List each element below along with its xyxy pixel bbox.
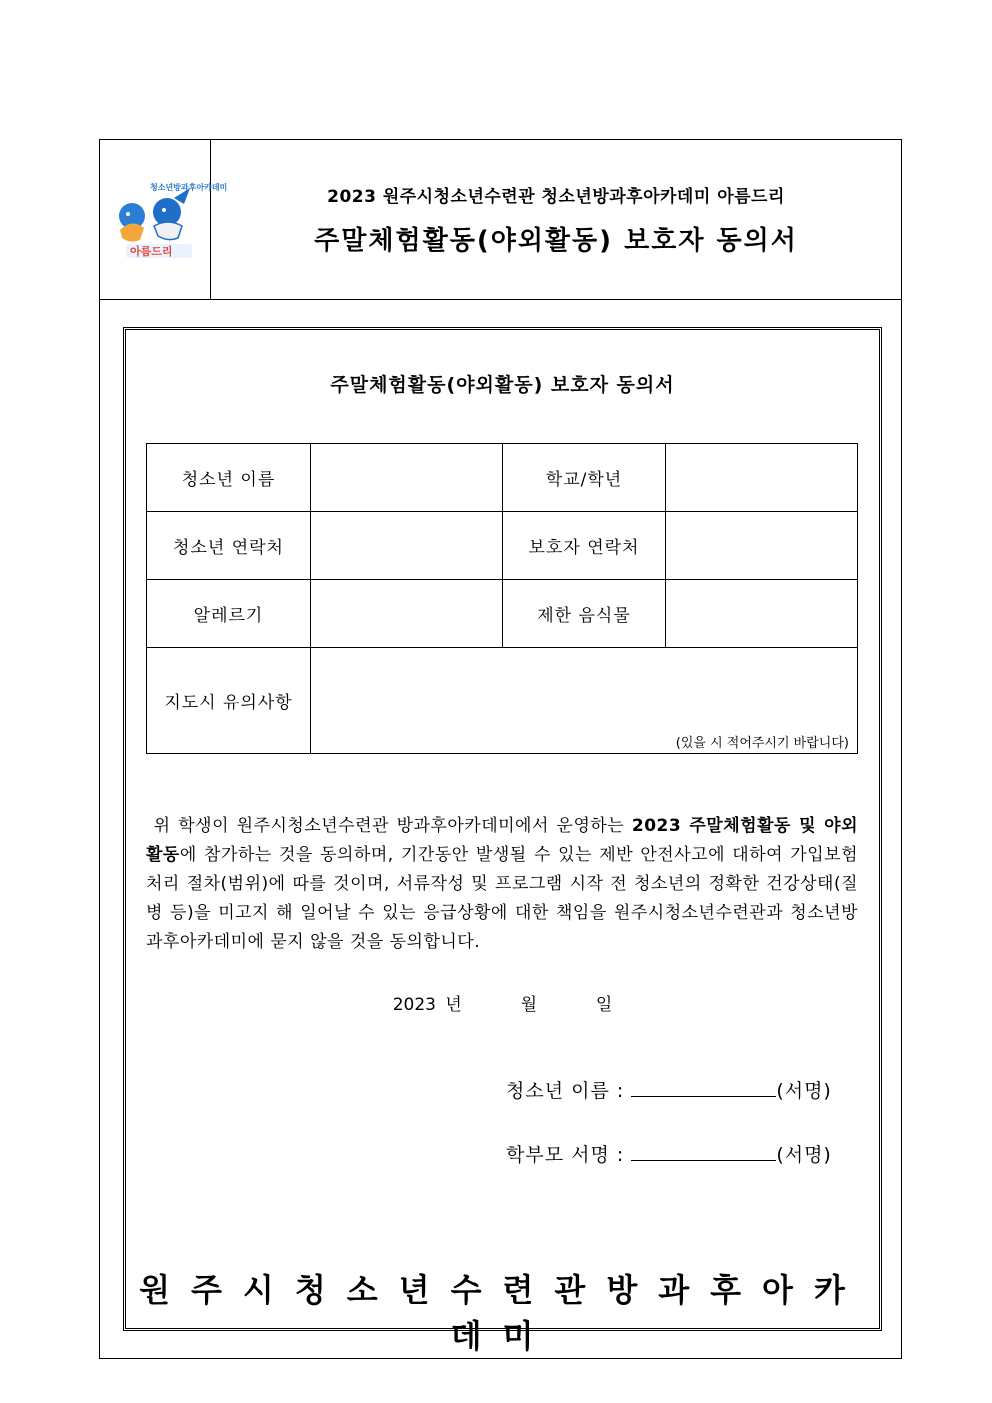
restricted-food-field[interactable] bbox=[666, 580, 858, 648]
parent-signature-line bbox=[506, 1140, 832, 1167]
school-grade-label: 학교/학년 bbox=[503, 444, 666, 512]
date-day-unit: 일 bbox=[595, 995, 613, 1015]
svg-text:청소년방과후아카데미: 청소년방과후아카데미 bbox=[150, 183, 228, 192]
consent-paragraph bbox=[146, 812, 858, 957]
date-line bbox=[126, 990, 879, 1015]
consent-form-box bbox=[123, 327, 882, 1355]
header-title: 주말체험활동(야외활동) 보호자 동의서 bbox=[314, 226, 798, 256]
youth-signature-label: 청소년 이름 : bbox=[506, 1080, 625, 1102]
form-title: 주말체험활동(야외활동) 보호자 동의서 bbox=[330, 374, 675, 396]
parent-signature-field[interactable] bbox=[631, 1142, 776, 1161]
table-row bbox=[147, 580, 858, 648]
allergy-field[interactable] bbox=[311, 580, 503, 648]
parent-signature-suffix: (서명) bbox=[776, 1144, 832, 1166]
consent-text-part1: 위 학생이 원주시청소년수련관 방과후아카데미에서 운영하는 bbox=[153, 816, 632, 836]
info-table bbox=[146, 443, 858, 754]
restricted-food-label: 제한 음식물 bbox=[503, 580, 666, 648]
date-year: 2023 bbox=[392, 995, 436, 1015]
consent-text-bold: 2023 주말체험활동 및 야외활동 bbox=[146, 816, 858, 865]
table-row bbox=[147, 444, 858, 512]
organization-name: 원주시청소년수련관방과후아카데미 bbox=[139, 1271, 866, 1355]
guidance-notes-label: 지도시 유의사항 bbox=[147, 648, 311, 754]
consent-text-part2: 에 참가하는 것을 동의하며, 기간동안 발생될 수 있는 제반 안전사고에 대하여 가입보험 처리 절차(범위)에 따를 것이며, 서류작성 및 프로그램 시작 전 청소년의 정확한 건강상태(질병 등)을 미고지 해 일어날 수 있는 응급상황에 대한 책임을 원주시청소년수련관과 청소년방과후아카데미에 묻지 않을 것을 동의합니다. bbox=[146, 845, 858, 952]
parent-signature-label: 학부모 서명 : bbox=[506, 1144, 625, 1166]
youth-signature-line bbox=[506, 1076, 832, 1103]
guardian-contact-label: 보호자 연락처 bbox=[503, 512, 666, 580]
academy-logo bbox=[112, 178, 228, 260]
date-month-unit: 월 bbox=[520, 995, 538, 1015]
date-year-unit: 년 bbox=[445, 995, 462, 1015]
youth-signature-field[interactable] bbox=[631, 1078, 776, 1097]
youth-contact-label: 청소년 연락처 bbox=[147, 512, 311, 580]
guidance-notes-field[interactable] bbox=[311, 648, 858, 754]
table-row bbox=[147, 648, 858, 754]
document-frame bbox=[99, 139, 902, 1359]
table-row bbox=[147, 512, 858, 580]
svg-text:아름드리: 아름드리 bbox=[130, 245, 173, 258]
header-subtitle: 2023 원주시청소년수련관 청소년방과후아카데미 아름드리 bbox=[327, 187, 785, 207]
youth-name-field[interactable] bbox=[311, 444, 503, 512]
document-header bbox=[100, 140, 901, 300]
guidance-notes-hint: (있을 시 적어주시기 바랍니다) bbox=[675, 736, 849, 751]
logo-cell bbox=[100, 140, 228, 299]
school-grade-field[interactable] bbox=[666, 444, 858, 512]
youth-contact-field[interactable] bbox=[311, 512, 503, 580]
youth-signature-suffix: (서명) bbox=[776, 1080, 832, 1102]
allergy-label: 알레르기 bbox=[147, 580, 311, 648]
guardian-contact-field[interactable] bbox=[666, 512, 858, 580]
youth-name-label: 청소년 이름 bbox=[147, 444, 311, 512]
